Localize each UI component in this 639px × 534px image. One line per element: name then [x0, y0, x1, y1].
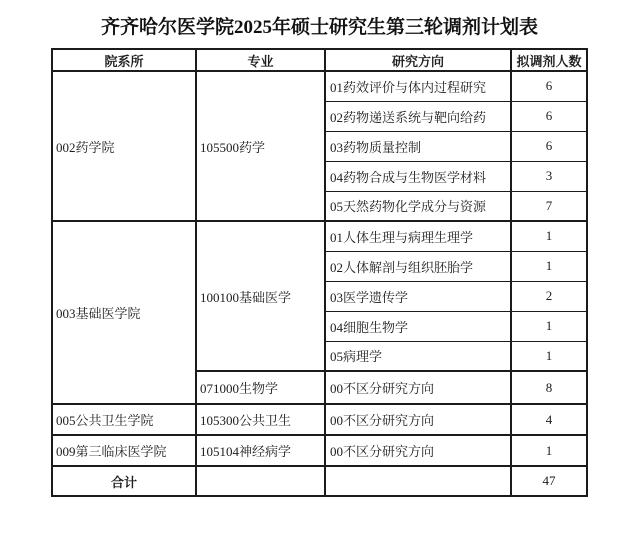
direction-cell: 01药效评价与体内过程研究 — [325, 71, 511, 101]
header-count: 拟调剂人数 — [511, 49, 587, 71]
direction-cell: 00不区分研究方向 — [325, 371, 511, 404]
header-direction: 研究方向 — [325, 49, 511, 71]
count-cell: 1 — [511, 221, 587, 251]
college-cell: 002药学院 — [52, 71, 196, 221]
count-cell: 6 — [511, 71, 587, 101]
count-cell: 1 — [511, 435, 587, 466]
direction-cell: 03药物质量控制 — [325, 131, 511, 161]
count-cell: 2 — [511, 281, 587, 311]
college-cell: 005公共卫生学院 — [52, 404, 196, 435]
empty-cell — [325, 466, 511, 496]
direction-cell: 05病理学 — [325, 341, 511, 371]
direction-cell: 05天然药物化学成分与资源 — [325, 191, 511, 221]
major-cell: 105500药学 — [196, 71, 325, 221]
direction-cell: 00不区分研究方向 — [325, 435, 511, 466]
count-cell: 1 — [511, 341, 587, 371]
header-major: 专业 — [196, 49, 325, 71]
count-cell: 7 — [511, 191, 587, 221]
count-cell: 8 — [511, 371, 587, 404]
total-row — [52, 466, 587, 496]
count-cell: 6 — [511, 131, 587, 161]
major-cell: 100100基础医学 — [196, 221, 325, 371]
count-cell: 3 — [511, 161, 587, 191]
page-title: 齐齐哈尔医学院2025年硕士研究生第三轮调剂计划表 — [100, 17, 538, 38]
table-row — [52, 221, 587, 251]
adjustment-plan-table — [51, 48, 588, 497]
count-cell: 1 — [511, 251, 587, 281]
table-row — [52, 435, 587, 466]
table-header-row — [52, 49, 587, 71]
count-cell: 6 — [511, 101, 587, 131]
table-row — [52, 404, 587, 435]
total-count-cell: 47 — [511, 466, 587, 496]
major-cell: 071000生物学 — [196, 371, 325, 404]
header-college: 院系所 — [52, 49, 196, 71]
direction-cell: 04细胞生物学 — [325, 311, 511, 341]
direction-cell: 02药物递送系统与靶向给药 — [325, 101, 511, 131]
direction-cell: 04药物合成与生物医学材料 — [325, 161, 511, 191]
major-cell: 105300公共卫生 — [196, 404, 325, 435]
direction-cell: 02人体解剖与组织胚胎学 — [325, 251, 511, 281]
empty-cell — [196, 466, 325, 496]
major-cell: 105104神经病学 — [196, 435, 325, 466]
table-row — [52, 71, 587, 101]
count-cell: 1 — [511, 311, 587, 341]
college-cell: 009第三临床医学院 — [52, 435, 196, 466]
college-cell: 003基础医学院 — [52, 221, 196, 404]
total-label-cell: 合计 — [52, 466, 196, 496]
direction-cell: 00不区分研究方向 — [325, 404, 511, 435]
direction-cell: 03医学遗传学 — [325, 281, 511, 311]
count-cell: 4 — [511, 404, 587, 435]
direction-cell: 01人体生理与病理生理学 — [325, 221, 511, 251]
